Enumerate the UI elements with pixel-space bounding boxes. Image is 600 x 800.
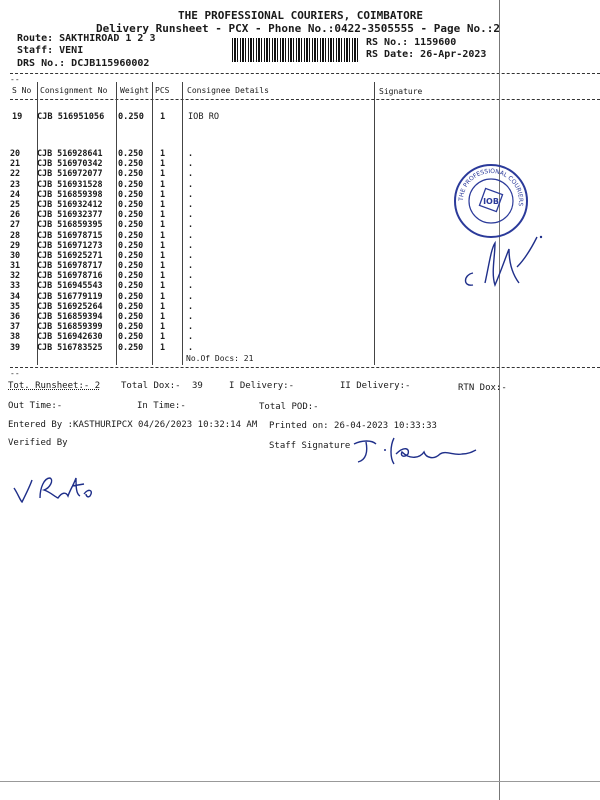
- row-consignment: CJB 516859398: [37, 188, 103, 199]
- row-sno: 38: [10, 331, 21, 342]
- row-consignment: CJB 516942630: [37, 331, 103, 342]
- col-header-consignee: Consignee Details: [187, 86, 269, 95]
- stamp-inner-text: IOB: [483, 197, 499, 206]
- stamp-outer-text: THE PROFESSIONAL COURIERS: [457, 167, 525, 207]
- tot-runsheet: Tot. Runsheet:- 2: [8, 381, 101, 391]
- row-consignee: .: [188, 178, 194, 189]
- row-consignee: .: [188, 280, 194, 291]
- row-consignment: CJB 516928641: [37, 148, 103, 158]
- row-pcs: 1: [160, 249, 166, 260]
- row-19-consignee: IOB RO: [188, 112, 220, 122]
- row-consignee: .: [188, 209, 194, 220]
- row-pcs: 1: [160, 300, 166, 311]
- divider-marks: --: [10, 75, 20, 84]
- row-weight: 0.250: [118, 270, 144, 281]
- runsheet-title: Delivery Runsheet - PCX - Phone No.:0422-3505555 - Page No.:2: [96, 22, 500, 35]
- row-sno: 22: [10, 168, 21, 179]
- staff-signature-icon: [350, 432, 480, 472]
- row-consignment: CJB 516971273: [37, 239, 103, 250]
- row-consignment: CJB 516925264: [37, 300, 103, 311]
- rs-number: RS No.: 1159600: [366, 37, 457, 48]
- row-consignment: CJB 516932412: [37, 198, 103, 209]
- row-weight: 0.250: [118, 260, 144, 271]
- divider-bottom: [10, 367, 600, 368]
- row-consignee: .: [188, 188, 194, 199]
- col-line-5: [374, 82, 375, 365]
- row-pcs: 1: [160, 148, 166, 158]
- row-consignee: .: [188, 148, 194, 158]
- total-pod: Total POD:-: [259, 402, 319, 412]
- row-weight: 0.250: [118, 158, 144, 169]
- row-consignment: CJB 516779119: [37, 290, 103, 301]
- row-pcs: 1: [160, 239, 166, 250]
- row-consignee: .: [188, 321, 194, 332]
- row-weight: 0.250: [118, 198, 144, 209]
- total-dox-value: 39: [192, 381, 203, 391]
- row-sno: 35: [10, 300, 21, 311]
- page-fold-line: [499, 0, 500, 800]
- total-dox-label: Total Dox:-: [121, 381, 181, 391]
- row-consignee: .: [188, 300, 194, 311]
- col-line-4: [182, 82, 183, 365]
- row-weight: 0.250: [118, 178, 144, 189]
- row-sno: 23: [10, 178, 21, 189]
- row-weight: 0.250: [118, 168, 144, 179]
- verified-by: Verified By: [8, 438, 68, 448]
- entered-by: Entered By :KASTHURIPCX 04/26/2023 10:32:14 AM: [8, 420, 258, 430]
- row-19-sno: 19: [12, 112, 23, 122]
- no-of-docs: No.Of Docs: 21: [186, 354, 254, 363]
- row-sno: 27: [10, 219, 21, 230]
- row-pcs: 1: [160, 178, 166, 189]
- row-pcs: 1: [160, 311, 166, 321]
- col-line-3: [152, 82, 153, 365]
- row-consignee: .: [188, 229, 194, 240]
- verifier-signature-icon: [10, 470, 100, 510]
- row-pcs: 1: [160, 158, 166, 169]
- row-weight: 0.250: [118, 341, 144, 352]
- row-weight: 0.250: [118, 148, 144, 158]
- row-weight: 0.250: [118, 249, 144, 260]
- printed-on: Printed on: 26-04-2023 10:33:33: [269, 421, 437, 431]
- rs-date: RS Date: 26-Apr-2023: [366, 49, 487, 60]
- row-consignee: .: [188, 219, 194, 230]
- divider-marks-bottom: --: [10, 369, 20, 378]
- row-consignment: CJB 516925271: [37, 249, 103, 260]
- row-pcs: 1: [160, 321, 166, 332]
- drs-number: DRS No.: DCJB115960002: [17, 58, 150, 69]
- row-weight: 0.250: [118, 209, 144, 220]
- row-consignment: CJB 516972077: [37, 168, 103, 179]
- row-consignee: .: [188, 290, 194, 301]
- row-consignee: .: [188, 341, 194, 352]
- row-consignee: .: [188, 158, 194, 169]
- row-weight: 0.250: [118, 290, 144, 301]
- row-consignment: CJB 516970342: [37, 158, 103, 169]
- row-consignee: .: [188, 260, 194, 271]
- row-weight: 0.250: [118, 229, 144, 240]
- col-header-consignment: Consignment No: [40, 86, 108, 95]
- row-consignment: CJB 516859394: [37, 311, 103, 321]
- row-weight: 0.250: [118, 239, 144, 250]
- col-header-sno: S No: [12, 86, 32, 95]
- consignee-signature-icon: [455, 225, 550, 295]
- row-sno: 29: [10, 239, 21, 250]
- staff-label: Staff: VENI: [17, 45, 84, 56]
- row-consignee: .: [188, 270, 194, 281]
- row-sno: 39: [10, 341, 21, 352]
- row-pcs: 1: [160, 331, 166, 342]
- col-header-signature: Signature: [379, 87, 423, 96]
- col-header-pcs: PCS: [155, 86, 170, 95]
- row-weight: 0.250: [118, 311, 144, 321]
- row-consignment: CJB 516931528: [37, 178, 103, 189]
- row-19-consignment: CJB 516951056: [37, 112, 105, 122]
- col-header-weight: Weight: [120, 86, 149, 95]
- col-line-2: [116, 82, 117, 365]
- row-19-weight: 0.250: [118, 112, 144, 122]
- ii-delivery: II Delivery:-: [340, 381, 411, 391]
- barcode-icon: [232, 38, 360, 62]
- row-sno: 32: [10, 270, 21, 281]
- row-weight: 0.250: [118, 331, 144, 342]
- row-pcs: 1: [160, 188, 166, 199]
- row-pcs: 1: [160, 260, 166, 271]
- row-weight: 0.250: [118, 280, 144, 291]
- row-sno: 34: [10, 290, 21, 301]
- row-sno: 37: [10, 321, 21, 332]
- row-consignee: .: [188, 168, 194, 179]
- row-weight: 0.250: [118, 219, 144, 230]
- row-consignment: CJB 516932377: [37, 209, 103, 220]
- rtn-dox: RTN Dox:-: [458, 383, 507, 393]
- row-pcs: 1: [160, 280, 166, 291]
- divider-top: [10, 73, 600, 74]
- row-consignee: .: [188, 311, 194, 321]
- row-sno: 26: [10, 209, 21, 220]
- row-sno: 25: [10, 198, 21, 209]
- row-pcs: 1: [160, 209, 166, 220]
- row-pcs: 1: [160, 168, 166, 179]
- in-time: In Time:-: [137, 401, 186, 411]
- row-sno: 30: [10, 249, 21, 260]
- row-sno: 21: [10, 158, 21, 169]
- page-bottom-edge: [0, 781, 600, 782]
- row-consignment: CJB 516859399: [37, 321, 103, 332]
- row-sno: 36: [10, 311, 21, 321]
- row-weight: 0.250: [118, 321, 144, 332]
- out-time: Out Time:-: [8, 401, 63, 411]
- row-pcs: 1: [160, 229, 166, 240]
- row-sno: 33: [10, 280, 21, 291]
- row-consignment: CJB 516978716: [37, 270, 103, 281]
- row-sno: 28: [10, 229, 21, 240]
- row-consignment: CJB 516783525: [37, 341, 103, 352]
- row-pcs: 1: [160, 198, 166, 209]
- row-consignment: CJB 516945543: [37, 280, 103, 291]
- row-consignment: CJB 516859395: [37, 219, 103, 230]
- row-pcs: 1: [160, 219, 166, 230]
- row-consignee: .: [188, 331, 194, 342]
- row-pcs: 1: [160, 341, 166, 352]
- row-sno: 24: [10, 188, 21, 199]
- row-weight: 0.250: [118, 300, 144, 311]
- row-consignee: .: [188, 249, 194, 260]
- row-consignee: .: [188, 239, 194, 250]
- row-sno: 31: [10, 260, 21, 271]
- row-pcs: 1: [160, 290, 166, 301]
- row-consignee: .: [188, 198, 194, 209]
- row-consignment: CJB 516978715: [37, 229, 103, 240]
- row-pcs: 1: [160, 270, 166, 281]
- row-19-pcs: 1: [160, 112, 166, 122]
- staff-signature-label: Staff Signature: [269, 441, 351, 451]
- route-label: Route: SAKTHIROAD 1 2 3: [17, 33, 156, 44]
- row-weight: 0.250: [118, 188, 144, 199]
- row-sno: 20: [10, 148, 21, 158]
- divider-header: [10, 99, 600, 100]
- company-name: THE PROFESSIONAL COURIERS, COIMBATORE: [178, 9, 424, 22]
- row-consignment: CJB 516978717: [37, 260, 103, 271]
- i-delivery: I Delivery:-: [229, 381, 295, 391]
